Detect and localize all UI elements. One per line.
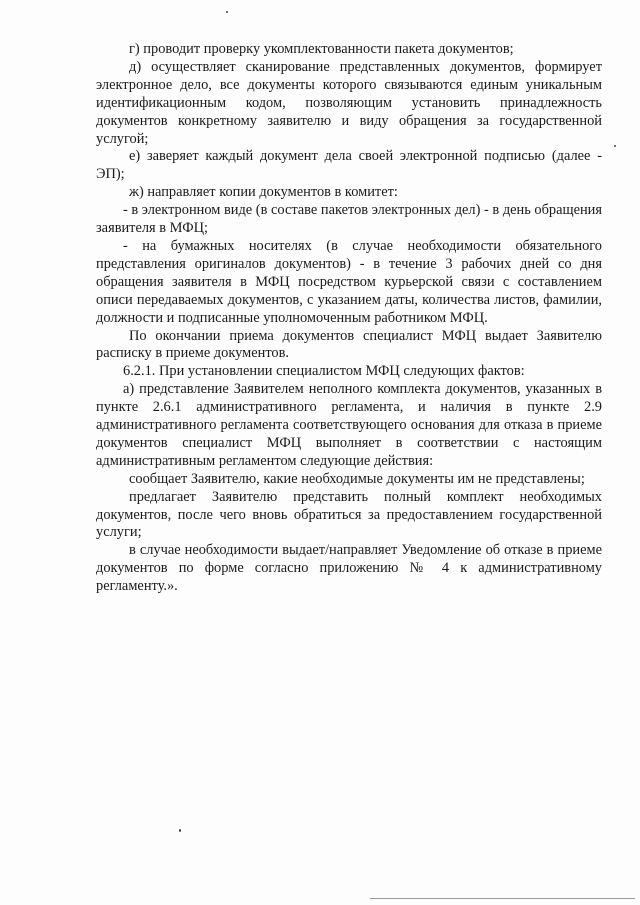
paragraph-signature: е) заверяет каждый документ дела своей электронной подписью (далее - ЭП); [96, 148, 602, 183]
scan-speck [179, 829, 181, 832]
paragraph-inform: сообщает Заявителю, какие необходимые документы им не представлены; [129, 470, 585, 487]
paragraph-incomplete-set: а) представление Заявителем неполного комплекта документов, указанных в пункте 2.6.1 административного регламента, и наличия в пункте 2.9 административного регламента соответствующего основания для отказа в приеме документов специалист МФЦ выполняет в соответствии с настоящим административным регламентом следующие действия: [96, 381, 602, 469]
paragraph-electronic-form: - в электронном виде (в составе пакетов электронных дел) - в день обращения заявителя в МФЦ; [96, 202, 602, 237]
paragraph-check-completeness: г) проводит проверку укомплектованности пакета документов; [129, 41, 514, 57]
paragraph-send-copies: ж) направляет копии документов в комитет: [129, 184, 398, 201]
scan-edge-line [370, 898, 635, 899]
paragraph-refusal-notice: в случае необходимости выдает/направляет Уведомление об отказе в приеме документов по форме согласно приложению № 4 к административному регламенту.». [96, 542, 602, 595]
paragraph-receipt: По окончании приема документов специалист МФЦ выдает Заявителю расписку в приеме документов. [96, 327, 602, 362]
paragraph-section-6-2-1: 6.2.1. При установлении специалистом МФЦ следующих фактов: [123, 363, 525, 380]
document-body [96, 41, 602, 596]
paragraph-paper-form: - на бумажных носителях (в случае необходимости обязательного представления оригиналов документов) - в течение 3 рабочих дней со дня обращения заявителя в МФЦ посредством курьерской связи с составлением описи передаваемых документов, с указанием даты, количества листов, фамилии, должности и подписанные уполномоченным работником МФЦ. [96, 237, 602, 326]
paragraph-propose: предлагает Заявителю представить полный комплект необходимых документов, после чего вновь обратиться за предоставлением государственной услуги; [96, 488, 602, 541]
scan-speck [226, 11, 228, 13]
paragraph-scanning: д) осуществляет сканирование представленных документов, формирует электронное дело, все документы которого связываются единым уникальным идентификационным кодом, позволяющим установить принадлежность документов конкретному заявителю и виду обращения за государственной услугой; [96, 58, 602, 147]
scan-speck [614, 145, 616, 147]
